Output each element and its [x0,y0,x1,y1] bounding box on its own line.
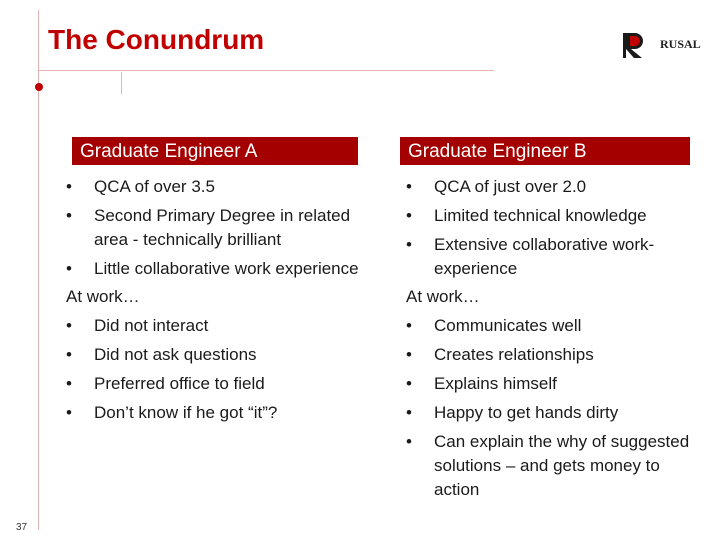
bullet: • [66,374,72,393]
header-graduate-engineer-b: Graduate Engineer B [400,137,690,165]
list-item-text: Second Primary Degree in related area - technically brilliant [94,206,351,249]
list-item-text: Did not interact [94,316,209,335]
bullet: • [406,374,412,393]
bullet: • [66,345,72,364]
decorative-tick-line [121,72,122,94]
list-item-text: Explains himself [434,374,557,393]
bullet: • [66,316,72,335]
list-item [66,343,366,367]
list-item-text: Extensive collaborative work-experience [434,235,655,278]
list-item-text: Communicates well [434,316,582,335]
bullet: • [406,403,412,422]
bullet: • [406,345,412,364]
bullet: • [406,432,412,451]
company-logo [620,30,710,60]
list-item-text: Limited technical knowledge [434,206,647,225]
bullet: • [406,235,412,254]
list-item [66,372,366,396]
bullet: • [66,259,72,278]
list-item [406,314,706,338]
list-item [66,257,366,281]
bullet: • [66,206,72,225]
column-graduate-engineer-b [406,175,706,502]
list-item [66,204,366,252]
list-item-text: Creates relationships [434,345,594,364]
list-item [406,204,706,228]
bullet: • [66,177,72,196]
bullet: • [406,177,412,196]
bullet: • [406,316,412,335]
decorative-dot [35,83,43,91]
list-item-text: Happy to get hands dirty [434,403,619,422]
list-item-text: QCA of over 3.5 [94,177,215,196]
list-item [66,175,366,199]
at-work-subheading: At work… [406,287,480,306]
list-item [66,314,366,338]
bullet: • [406,206,412,225]
column-graduate-engineer-a [66,175,366,425]
at-work-subheading: At work… [66,287,140,306]
header-graduate-engineer-a: Graduate Engineer A [72,137,358,165]
slide-title: The Conundrum [48,24,265,55]
logo-text: RUSAL [660,37,701,51]
list-item-text: Can explain the why of suggested solutions – and gets money to action [434,432,690,499]
page-number: 37 [16,522,28,533]
list-item-text: Don’t know if he got “it”? [94,403,278,422]
list-item [406,401,706,425]
list-item [406,233,706,281]
list-item [406,372,706,396]
list-item-text: Preferred office to field [94,374,265,393]
decorative-horizontal-line [38,70,494,71]
bullet: • [66,403,72,422]
list-item-text: Did not ask questions [94,345,257,364]
rusal-logo-icon [620,30,650,60]
list-item-text: Little collaborative work experience [94,259,359,278]
list-item [406,430,706,502]
list-item [406,343,706,367]
list-item [66,401,366,425]
list-item-text: QCA of just over 2.0 [434,177,587,196]
list-item [406,175,706,199]
